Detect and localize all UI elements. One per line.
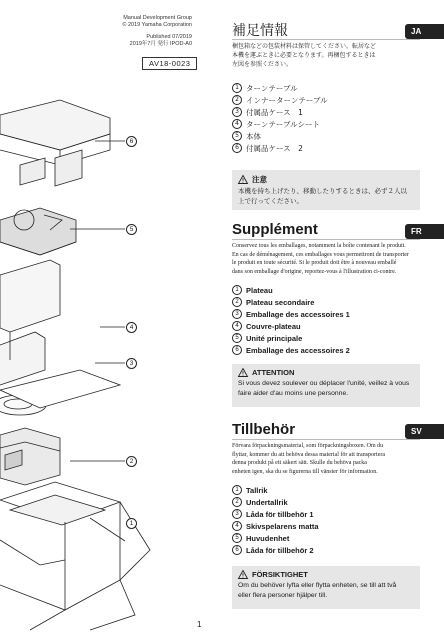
- section-divider: [232, 439, 420, 440]
- publication-info: [100, 15, 192, 48]
- section-intro-fr: [232, 242, 420, 276]
- caution-box-ja: [232, 170, 420, 210]
- section-intro-sv: [232, 442, 420, 476]
- intro-line: 本機を運ぶときに必要となります。再梱包するときは: [232, 52, 376, 59]
- list-item: 3 付属品ケース 1: [232, 106, 420, 118]
- callout-1: 1: [126, 518, 137, 529]
- intro-line: le produit en toute sécurité. Si le produit doit être à nouveau emballé: [232, 260, 397, 267]
- list-item: 4 ターンテーブルシート: [232, 118, 420, 130]
- callout-2: 2: [126, 456, 137, 467]
- section-title-ja: 補足情報: [232, 23, 288, 39]
- document-id: AV18-0023: [142, 57, 197, 70]
- caution-title: 注意: [252, 175, 267, 184]
- list-item: 2 インナーターンテーブル: [232, 94, 420, 106]
- list-item: 2 Plateau secondaire: [232, 296, 420, 308]
- list-item: 2 Undertallrik: [232, 496, 420, 508]
- list-item: 6 付属品ケース 2: [232, 142, 420, 154]
- list-item: 3 Emballage des accessoires 1: [232, 308, 420, 320]
- warning-icon: [238, 175, 248, 184]
- caution-line: 本機を持ち上げたり、移動したりするときは、必ず２人以: [238, 187, 407, 195]
- section-title-sv: Tillbehör: [232, 421, 296, 438]
- caution-line: 上で行ってください。: [238, 196, 303, 205]
- meta-line: 2019年7月 発行 IPOD-A0: [129, 41, 192, 47]
- caution-box-sv: [232, 566, 420, 609]
- callout-6: 6: [126, 136, 137, 147]
- callout-4: 4: [126, 322, 137, 333]
- callout-3: 3: [126, 358, 137, 369]
- list-item: 5 Huvudenhet: [232, 532, 420, 544]
- list-item: 4 Skivspelarens matta: [232, 520, 420, 532]
- caution-line: faire aider d'au moins une personne.: [238, 389, 349, 397]
- caution-title: ATTENTION: [252, 368, 295, 377]
- warning-icon: [238, 570, 248, 579]
- language-tab-ja: JA: [405, 24, 444, 39]
- list-item: 1 Tallrik: [232, 484, 420, 496]
- intro-line: Förvara förpackningsmaterial, som förpackningsboxen. Om du: [232, 443, 384, 449]
- caution-line: Si vous devez soulever ou déplacer l'unité, veillez à vous: [238, 380, 410, 387]
- caution-title: FÖRSIKTIGHET: [252, 570, 308, 579]
- list-item: 5 Unité principale: [232, 332, 420, 344]
- meta-line: Published 07/2019: [146, 34, 192, 40]
- intro-line: 左図を参照ください。: [232, 61, 293, 68]
- list-item: 3 Låda för tillbehör 1: [232, 508, 420, 520]
- list-item: 6 Emballage des accessoires 2: [232, 344, 420, 356]
- section-divider: [232, 239, 420, 240]
- page-number: 1: [197, 620, 202, 629]
- meta-line: Manual Development Group: [123, 15, 192, 21]
- language-tab-fr: FR: [405, 224, 444, 239]
- section-intro-ja: [232, 42, 420, 69]
- parts-list-sv: [232, 484, 420, 556]
- meta-line: © 2019 Yamaha Corporation: [122, 22, 192, 28]
- list-item: 1 Plateau: [232, 284, 420, 296]
- parts-list-ja: [232, 82, 420, 154]
- caution-box-fr: [232, 364, 420, 407]
- list-item: 5 本体: [232, 130, 420, 142]
- intro-line: enheten igen, ska du se figurerna till vänster för information.: [232, 468, 378, 475]
- list-item: 4 Couvre-plateau: [232, 320, 420, 332]
- warning-icon: [238, 368, 248, 377]
- intro-line: Conservez tous les emballages, notamment la boîte contenant le produit.: [232, 243, 406, 249]
- intro-line: denna produkt på ett säkert sätt. Skulle du behöva packa: [232, 460, 367, 467]
- intro-line: dans son emballage d'origine, reportez-vous à l'illustration ci-contre.: [232, 268, 397, 275]
- caution-line: Om du behöver lyfta eller flytta enheten, se till att två: [238, 582, 397, 589]
- caution-line: eller flera personer hjälper till.: [238, 591, 328, 599]
- callout-5: 5: [126, 224, 137, 235]
- intro-line: flyttar, kommer du att behöva dessa material för att transportera: [232, 451, 386, 458]
- packing-diagram: [0, 70, 200, 630]
- section-divider: [232, 39, 420, 40]
- list-item: 6 Låda för tillbehör 2: [232, 544, 420, 556]
- intro-line: En cas de déménagement, ces emballages vous permettront de transporter: [232, 251, 409, 258]
- language-tab-sv: SV: [405, 424, 444, 439]
- intro-line: 梱包箱などの包装材料は保管してください。転居など: [232, 43, 377, 50]
- section-title-fr: Supplément: [232, 221, 318, 238]
- list-item: 1 ターンテーブル: [232, 82, 420, 94]
- parts-list-fr: [232, 284, 420, 356]
